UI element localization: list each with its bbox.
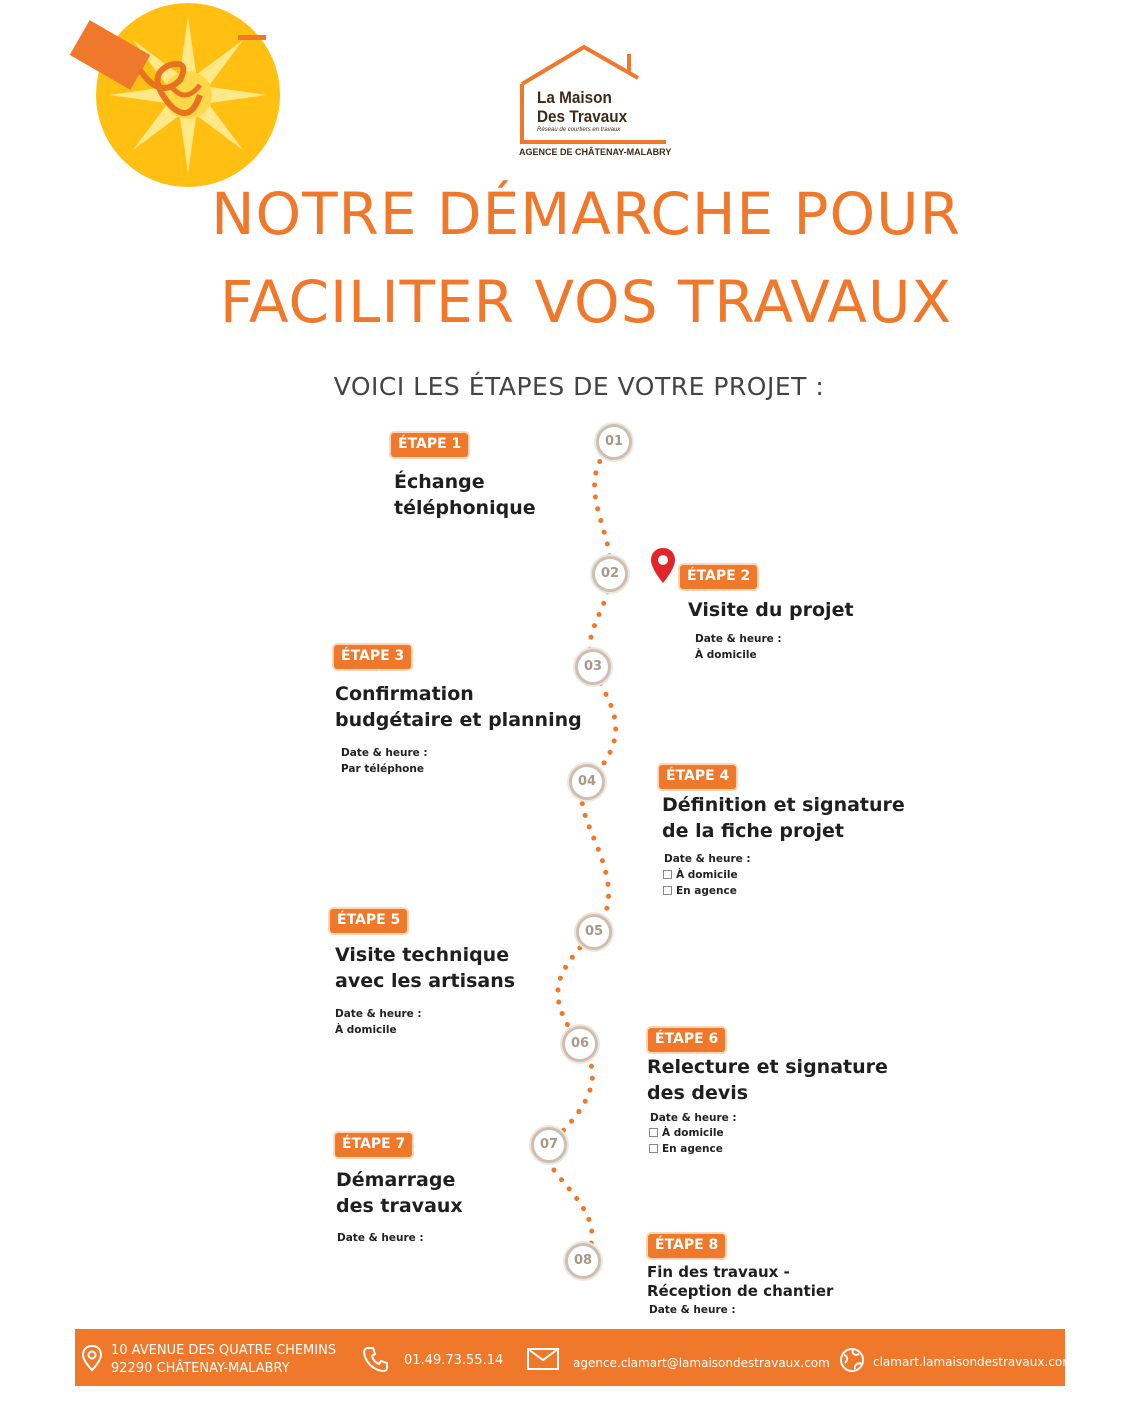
envelope-icon: [527, 1348, 559, 1370]
step-title: Fin des travaux -: [647, 1263, 790, 1281]
footer-email-link[interactable]: agence.clamart@lamaisondestravaux.com: [573, 1356, 830, 1370]
step-option[interactable]: [663, 868, 738, 884]
step-badge: ÉTAPE 5: [330, 909, 407, 933]
step-badge: ÉTAPE 2: [680, 565, 757, 589]
checkbox[interactable]: [663, 886, 672, 895]
timeline-node: 04: [569, 764, 605, 800]
step-title: Visite du projet: [688, 599, 854, 621]
footer-phone-link[interactable]: 01.49.73.55.14: [404, 1353, 504, 1368]
step-title: Confirmation: [335, 683, 474, 705]
step-option[interactable]: [649, 1142, 723, 1158]
timeline-node: 03: [575, 649, 611, 685]
step-detail: Date & heure :: [341, 747, 428, 759]
timeline-node: 07: [531, 1127, 567, 1163]
checkbox-label: En agence: [676, 885, 737, 897]
step-title: des devis: [647, 1082, 749, 1104]
logo-agency: AGENCE DE CHÂTENAY-MALABRY: [519, 147, 672, 157]
checkbox-label: En agence: [662, 1143, 723, 1155]
footer-contact-bar: [75, 1329, 1074, 1386]
step-detail: Date & heure :: [649, 1304, 736, 1316]
logo-name-line2: Des Travaux: [537, 107, 628, 126]
timeline-node: 01: [596, 424, 632, 460]
checkbox-label: À domicile: [662, 1127, 724, 1139]
step-title: de la fiche projet: [662, 820, 844, 842]
page-title-line2: FACILITER VOS TRAVAUX: [219, 268, 953, 336]
step-badge: ÉTAPE 3: [334, 645, 411, 669]
logo-name-line1: La Maison: [537, 88, 612, 107]
footer-address-line2: 92290 CHÂTENAY-MALABRY: [111, 1361, 290, 1376]
step-title: Échange: [394, 471, 485, 493]
step-detail: Date & heure :: [695, 633, 782, 645]
step-badge: ÉTAPE 6: [648, 1028, 725, 1052]
step-badge: ÉTAPE 1: [391, 433, 468, 457]
step-title: téléphonique: [394, 497, 536, 519]
phone-icon: [362, 1345, 390, 1373]
step-title: Visite technique: [335, 944, 510, 966]
step-detail: Date & heure :: [335, 1008, 422, 1020]
step-title: Démarrage: [336, 1169, 456, 1191]
timeline-node: 06: [562, 1026, 598, 1062]
step-badge: ÉTAPE 8: [648, 1234, 725, 1258]
step-title: des travaux: [336, 1195, 463, 1217]
step-title: Réception de chantier: [647, 1282, 834, 1300]
timeline-node: 08: [565, 1243, 601, 1279]
checkbox[interactable]: [649, 1128, 658, 1137]
checkbox[interactable]: [663, 870, 672, 879]
step-badge: ÉTAPE 7: [335, 1133, 412, 1157]
step-title: budgétaire et planning: [335, 709, 582, 731]
checkbox[interactable]: [649, 1144, 658, 1153]
step-detail: Date & heure :: [650, 1112, 737, 1124]
location-pin-icon: [650, 547, 676, 585]
timeline-node: 05: [576, 914, 612, 950]
step-detail: Par téléphone: [341, 763, 424, 775]
location-pin-icon: [81, 1344, 103, 1372]
step-option[interactable]: [649, 1126, 724, 1142]
step-detail: À domicile: [335, 1024, 397, 1036]
footer-address-line1: 10 AVENUE DES QUATRE CHEMINS: [111, 1343, 337, 1358]
step-badge: ÉTAPE 4: [659, 765, 736, 789]
logo-tagline: Réseau de courtiers en travaux: [537, 127, 621, 133]
step-option[interactable]: [663, 884, 737, 900]
timeline-node: 02: [592, 556, 628, 592]
step-title: Relecture et signature: [647, 1056, 888, 1078]
page-subtitle: VOICI LES ÉTAPES DE VOTRE PROJET :: [333, 372, 825, 401]
step-title: avec les artisans: [335, 970, 516, 992]
step-detail: Date & heure :: [664, 853, 751, 865]
checkbox-label: À domicile: [676, 869, 738, 881]
globe-icon: [839, 1347, 865, 1373]
footer-website-link[interactable]: clamart.lamaisondestravaux.com: [873, 1355, 1074, 1369]
step-detail: Date & heure :: [337, 1232, 424, 1244]
page-title-line1: NOTRE DÉMARCHE POUR: [211, 180, 961, 248]
step-detail: À domicile: [695, 649, 757, 661]
step-title: Définition et signature: [662, 794, 905, 816]
